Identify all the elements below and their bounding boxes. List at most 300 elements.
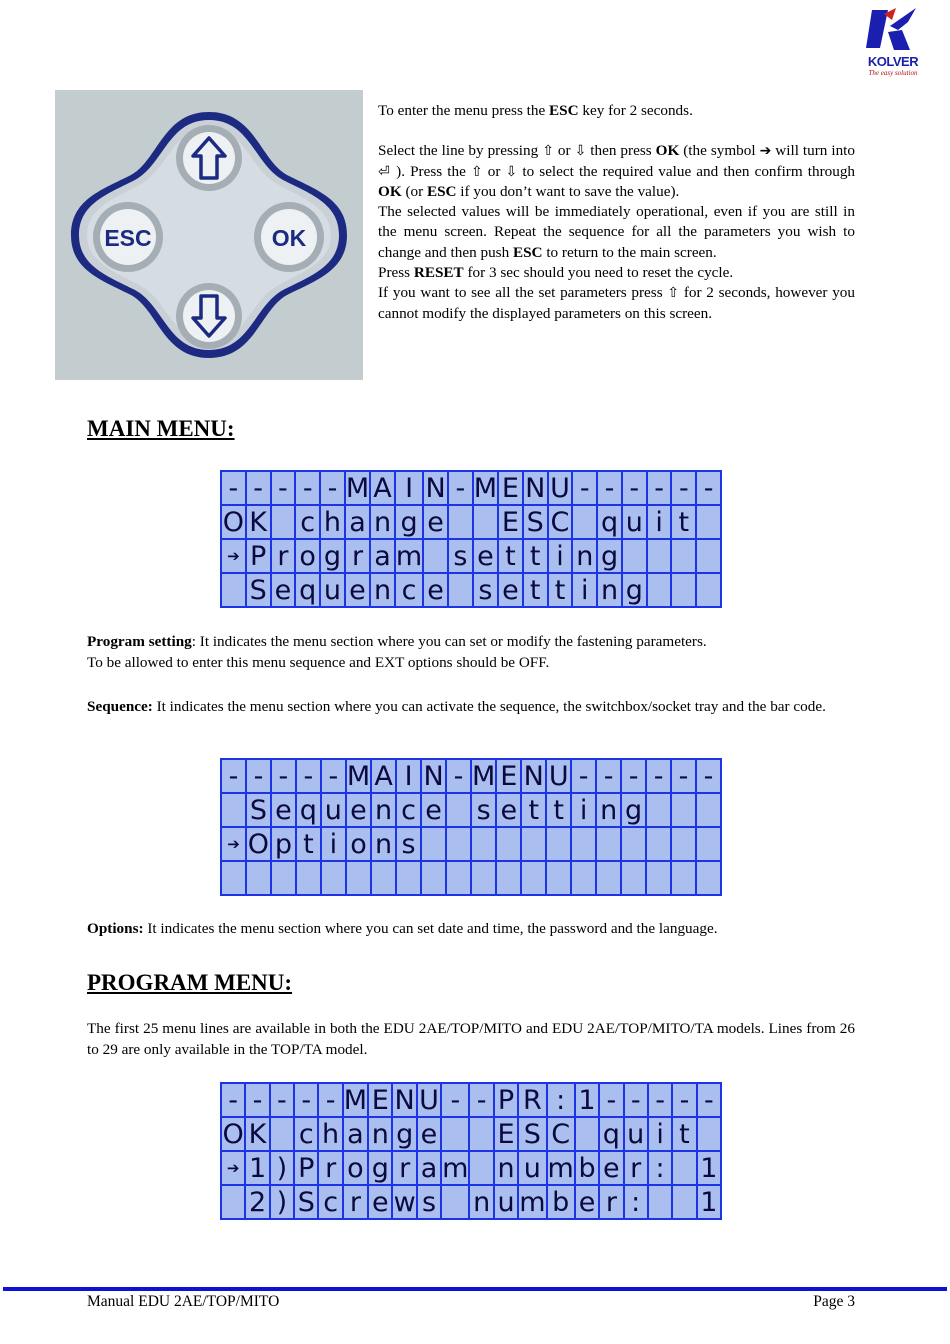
lcd-cell: ): [271, 1186, 293, 1218]
lcd-cell: [647, 828, 670, 860]
lcd-cell: [449, 506, 472, 538]
lcd-cell: [470, 1152, 492, 1184]
text: Select the line by pressing: [378, 142, 543, 160]
lcd-cell: N: [394, 1084, 415, 1116]
lcd-cell: n: [573, 540, 596, 572]
lcd-cell: r: [393, 1152, 415, 1184]
lcd-cell: h: [321, 506, 344, 538]
lcd-cell: u: [495, 1186, 517, 1218]
lcd-cell: [247, 862, 270, 894]
lcd-cell: o: [344, 1152, 367, 1184]
text: Press: [378, 264, 414, 282]
lcd-cell: e: [474, 540, 497, 572]
lcd-cell: e: [600, 1152, 622, 1184]
lcd-cell: n: [495, 1152, 517, 1184]
text: : It indicates the menu section where you can set or modify the fastening parameters.: [191, 633, 707, 650]
lcd-cell: [572, 828, 595, 860]
lcd-cell: b: [576, 1152, 598, 1184]
lcd-cell: q: [297, 794, 320, 826]
program-menu-desc: The first 25 menu lines are available in both the EDU 2AE/TOP/MITO and EDU 2AE/TOP/MITO/TA models. Lines from 26 to 29 are only available in the TOP/TA model.: [87, 1020, 855, 1058]
lcd-cell: [698, 1118, 720, 1150]
lcd-cell: t: [673, 1118, 695, 1150]
lcd-screen-main-menu-options: [220, 758, 722, 896]
lcd-cell: e: [499, 574, 522, 606]
lcd-cell: S: [295, 1186, 317, 1218]
lcd-cell: a: [418, 1152, 440, 1184]
lcd-cell: [422, 828, 445, 860]
lcd-cell: -: [572, 760, 595, 792]
intro-p5: [378, 283, 855, 324]
lcd-cell: c: [396, 574, 422, 606]
lcd-cell: -: [296, 472, 319, 504]
lcd-cell: -: [697, 760, 720, 792]
lcd-cell: S: [519, 1118, 545, 1150]
up-arrow-icon: ⇧: [470, 163, 483, 180]
lcd-cell: e: [497, 794, 520, 826]
lcd-cell: [672, 540, 695, 572]
lcd-cell: n: [470, 1186, 492, 1218]
lcd-cell: u: [623, 506, 646, 538]
options-term: Options:: [87, 920, 144, 937]
lcd-cell: c: [295, 1118, 317, 1150]
footer-rule: [3, 1287, 947, 1291]
lcd-cell: E: [499, 506, 522, 538]
esc-key-ref: ESC: [426, 182, 457, 200]
kolver-k-mark-icon: [858, 6, 928, 56]
lcd-cell: U: [419, 1084, 439, 1116]
lcd-cell: N: [525, 472, 546, 504]
lcd-cell: [474, 506, 497, 538]
lcd-cell: i: [573, 574, 596, 606]
lcd-cell: U: [550, 472, 570, 504]
lcd-cell: [447, 862, 470, 894]
intro-p2: [378, 141, 855, 202]
lcd-cell: -: [271, 1084, 293, 1116]
lcd-cell: [470, 1118, 492, 1150]
lcd-cell: t: [522, 794, 545, 826]
lcd-cell: [447, 794, 470, 826]
lcd-cell: [576, 1118, 598, 1150]
lcd-cell: [547, 862, 570, 894]
lcd-cell: e: [272, 574, 295, 606]
lcd-cell: [672, 828, 695, 860]
lcd-cell: o: [296, 540, 319, 572]
lcd-cell: -: [698, 1084, 720, 1116]
lcd-cell: -: [222, 472, 245, 504]
lcd-cell: [372, 862, 395, 894]
lcd-cell: [522, 862, 545, 894]
lcd-cell: e: [272, 794, 295, 826]
lcd-cell: ➔: [222, 540, 245, 572]
lcd-cell: m: [519, 1186, 546, 1218]
lcd-cell: [649, 1186, 671, 1218]
lcd-cell: -: [672, 472, 695, 504]
lcd-cell: -: [319, 1084, 341, 1116]
lcd-cell: M: [346, 760, 371, 792]
lcd-cell: ➔: [222, 1152, 244, 1184]
text: for 3 sec should you need to reset the cycle.: [463, 264, 734, 282]
lcd-cell: [622, 862, 645, 894]
lcd-cell: u: [321, 574, 344, 606]
lcd-cell: -: [672, 760, 695, 792]
lcd-cell: g: [623, 574, 646, 606]
lcd-cell: t: [547, 794, 570, 826]
text: or: [553, 142, 575, 160]
lcd-cell: [497, 862, 520, 894]
lcd-cell: [648, 574, 671, 606]
lcd-cell: e: [424, 574, 447, 606]
text: or: [482, 162, 506, 180]
lcd-cell: E: [499, 472, 522, 504]
lcd-cell: -: [449, 472, 472, 504]
lcd-cell: U: [548, 760, 569, 792]
lcd-cell: [271, 1118, 293, 1150]
lcd-cell: u: [625, 1118, 647, 1150]
lcd-cell: r: [346, 540, 369, 572]
lcd-cell: r: [272, 540, 295, 572]
lcd-cell: -: [598, 472, 621, 504]
lcd-cell: -: [625, 1084, 647, 1116]
keypad-photo: [55, 90, 363, 380]
reset-key-ref: RESET: [413, 264, 464, 282]
lcd-cell: i: [649, 1118, 671, 1150]
lcd-cell: -: [623, 472, 646, 504]
lcd-cell: S: [524, 506, 547, 538]
lcd-cell: [673, 1152, 695, 1184]
lcd-cell: M: [343, 1084, 368, 1116]
lcd-cell: E: [495, 1118, 517, 1150]
lcd-cell: E: [369, 1084, 391, 1116]
esc-key-label: ESC: [104, 225, 152, 251]
lcd-cell: [697, 794, 720, 826]
lcd-cell: :: [649, 1152, 671, 1184]
lcd-cell: [697, 862, 720, 894]
lcd-cell: [547, 828, 570, 860]
lcd-cell: ➔: [222, 828, 245, 860]
lcd-cell: a: [371, 540, 394, 572]
lcd-cell: -: [247, 472, 270, 504]
lcd-cell: -: [697, 472, 720, 504]
lcd-cell: i: [322, 828, 345, 860]
logo-tagline: The easy solution: [868, 69, 918, 77]
lcd-cell: [573, 506, 596, 538]
text: ). Press the: [391, 162, 471, 180]
lcd-cell: [442, 1186, 468, 1218]
lcd-cell: [222, 862, 245, 894]
lcd-cell: -: [442, 1084, 468, 1116]
lcd-cell: [472, 862, 495, 894]
lcd-cell: -: [321, 472, 344, 504]
lcd-cell: [397, 862, 420, 894]
edit-mode-icon: ⏎: [378, 163, 392, 180]
sequence-desc: [87, 697, 855, 718]
lcd-cell: -: [297, 760, 320, 792]
intro-p1: [378, 101, 855, 121]
lcd-cell: n: [598, 574, 621, 606]
lcd-cell: g: [393, 1118, 415, 1150]
lcd-cell: C: [548, 1118, 574, 1150]
text: if you don’t want to save the value).: [456, 182, 680, 200]
lcd-cell: -: [295, 1084, 317, 1116]
lcd-cell: I: [396, 472, 422, 504]
lcd-cell: [597, 828, 620, 860]
options-desc: [87, 919, 855, 940]
lcd-cell: a: [346, 506, 369, 538]
esc-key: [93, 202, 163, 272]
lcd-cell: S: [247, 574, 270, 606]
lcd-cell: A: [371, 472, 394, 504]
lcd-cell: e: [418, 1118, 440, 1150]
lcd-cell: [522, 828, 545, 860]
program-menu-heading: PROGRAM MENU:: [87, 970, 293, 995]
lcd-cell: -: [470, 1084, 492, 1116]
lcd-cell: -: [600, 1084, 622, 1116]
intro-text: [378, 101, 855, 324]
lcd-cell: t: [499, 540, 522, 572]
kolver-logo: [858, 6, 928, 78]
lcd-cell: 1: [576, 1084, 598, 1116]
text: (or: [401, 182, 427, 200]
lcd-cell: w: [393, 1186, 416, 1218]
lcd-cell: n: [371, 506, 394, 538]
lcd-cell: K: [246, 1118, 268, 1150]
intro-p3: [378, 202, 855, 263]
lcd-cell: r: [319, 1152, 341, 1184]
lcd-cell: n: [372, 794, 395, 826]
lcd-cell: m: [442, 1152, 469, 1184]
lcd-cell: [672, 794, 695, 826]
lcd-cell: t: [524, 540, 547, 572]
lcd-cell: K: [247, 506, 270, 538]
ok-key-ref: OK: [655, 142, 680, 160]
lcd-cell: R: [519, 1084, 545, 1116]
lcd-cell: O: [222, 1118, 244, 1150]
main-menu-heading: MAIN MENU:: [87, 416, 235, 441]
lcd-cell: t: [672, 506, 695, 538]
text: to select the required value and then confirm through: [517, 162, 856, 180]
lcd-cell: m: [395, 540, 423, 572]
lcd-cell: u: [322, 794, 345, 826]
lcd-cell: n: [369, 1118, 391, 1150]
lcd-cell: -: [272, 760, 295, 792]
lcd-cell: N: [425, 472, 446, 504]
lcd-cell: s: [474, 574, 497, 606]
lcd-cell: [622, 828, 645, 860]
lcd-cell: i: [572, 794, 595, 826]
lcd-cell: e: [347, 794, 370, 826]
lcd-cell: [424, 540, 447, 572]
lcd-cell: 1: [698, 1152, 720, 1184]
lcd-cell: -: [246, 1084, 268, 1116]
lcd-cell: S: [247, 794, 270, 826]
lcd-cell: :: [548, 1084, 574, 1116]
intro-p4: [378, 263, 855, 283]
lcd-cell: e: [576, 1186, 598, 1218]
lcd-cell: t: [297, 828, 320, 860]
lcd-cell: h: [319, 1118, 341, 1150]
lcd-cell: [347, 862, 370, 894]
lcd-cell: n: [597, 794, 620, 826]
lcd-cell: P: [295, 1152, 317, 1184]
lcd-cell: b: [548, 1186, 574, 1218]
lcd-cell: [697, 506, 720, 538]
down-arrow-icon: ⇩: [574, 143, 587, 160]
lcd-cell: [672, 862, 695, 894]
lcd-cell: q: [296, 574, 319, 606]
lcd-cell: c: [397, 794, 420, 826]
lcd-cell: [322, 862, 345, 894]
down-arrow-key-icon: [176, 283, 242, 349]
lcd-cell: c: [319, 1186, 341, 1218]
lcd-cell: n: [371, 574, 394, 606]
lcd-cell: p: [272, 828, 295, 860]
lcd-cell: -: [622, 760, 645, 792]
lcd-cell: [647, 862, 670, 894]
lcd-cell: t: [524, 574, 547, 606]
footer-page-number: Page 3: [813, 1293, 855, 1310]
lcd-cell: :: [625, 1186, 647, 1218]
up-arrow-icon: ⇧: [667, 285, 680, 302]
text: key for 2 seconds.: [578, 102, 693, 119]
lcd-cell: -: [247, 760, 270, 792]
text: It indicates the menu section where you can activate the sequence, the switchbox/socket tray and the bar code.: [152, 698, 826, 715]
lcd-cell: [647, 794, 670, 826]
lcd-cell: M: [472, 760, 496, 792]
text: To enter the menu press the: [378, 102, 550, 119]
lcd-cell: i: [549, 540, 572, 572]
lcd-cell: g: [369, 1152, 391, 1184]
lcd-cell: E: [497, 760, 520, 792]
text: If you want to see all the set parameters press: [378, 284, 668, 302]
lcd-cell: g: [321, 540, 344, 572]
lcd-cell: [447, 828, 470, 860]
lcd-cell: i: [648, 506, 671, 538]
lcd-cell: -: [222, 1084, 244, 1116]
lcd-cell: s: [449, 540, 472, 572]
lcd-cell: M: [473, 472, 498, 504]
lcd-cell: e: [422, 794, 445, 826]
lcd-cell: [672, 574, 695, 606]
lcd-cell: r: [625, 1152, 647, 1184]
lcd-cell: 1: [246, 1152, 268, 1184]
lcd-cell: [442, 1118, 468, 1150]
lcd-cell: N: [523, 760, 544, 792]
lcd-cell: O: [247, 828, 270, 860]
logo-brand: KOLVER: [867, 54, 919, 69]
lcd-cell: P: [247, 540, 270, 572]
lcd-cell: [673, 1186, 695, 1218]
lcd-cell: [472, 828, 495, 860]
text: It indicates the menu section where you can set date and time, the password and the language.: [143, 920, 718, 937]
lcd-cell: q: [598, 506, 621, 538]
lcd-cell: P: [495, 1084, 517, 1116]
lcd-cell: o: [347, 828, 370, 860]
lcd-cell: I: [397, 760, 420, 792]
lcd-cell: r: [344, 1186, 367, 1218]
lcd-cell: g: [622, 794, 645, 826]
footer-manual-title: Manual EDU 2AE/TOP/MITO: [87, 1293, 280, 1310]
lcd-cell: a: [344, 1118, 367, 1150]
text: for 2 seconds, however you cannot modify the displayed parameters on this screen.: [378, 284, 855, 322]
lcd-cell: N: [423, 760, 444, 792]
lcd-cell: n: [372, 828, 395, 860]
program-setting-desc: [87, 632, 855, 673]
lcd-cell: [449, 574, 472, 606]
esc-key-ref: ESC: [549, 102, 579, 119]
lcd-cell: A: [372, 760, 395, 792]
down-arrow-icon: ⇩: [505, 163, 518, 180]
lcd-cell: [697, 540, 720, 572]
lcd-cell: [497, 828, 520, 860]
lcd-cell: O: [222, 506, 245, 538]
sequence-term: Sequence:: [87, 698, 153, 715]
text: To be allowed to enter this menu sequence and EXT options should be OFF.: [87, 653, 550, 671]
lcd-cell: u: [519, 1152, 545, 1184]
lcd-cell: c: [296, 506, 319, 538]
lcd-cell: g: [396, 506, 422, 538]
text: then press: [586, 142, 656, 160]
lcd-cell: -: [322, 760, 345, 792]
esc-key-ref: ESC: [512, 243, 543, 261]
lcd-cell: M: [345, 472, 370, 504]
lcd-cell: t: [549, 574, 572, 606]
lcd-cell: -: [647, 760, 670, 792]
up-arrow-key-icon: [176, 125, 242, 191]
lcd-cell: [597, 862, 620, 894]
lcd-screen-main-menu: [220, 470, 722, 608]
lcd-cell: e: [346, 574, 369, 606]
lcd-cell: [222, 1186, 244, 1218]
lcd-cell: q: [600, 1118, 622, 1150]
lcd-cell: [697, 574, 720, 606]
lcd-cell: ): [271, 1152, 293, 1184]
lcd-cell: -: [673, 1084, 695, 1116]
text: to return to the main screen.: [542, 243, 717, 261]
lcd-cell: [272, 862, 295, 894]
lcd-cell: [697, 828, 720, 860]
lcd-cell: -: [222, 760, 245, 792]
lcd-cell: [623, 540, 646, 572]
lcd-cell: [222, 794, 245, 826]
lcd-cell: C: [550, 506, 570, 538]
ok-key-ref: OK: [378, 182, 402, 200]
lcd-cell: -: [649, 1084, 671, 1116]
lcd-cell: -: [573, 472, 596, 504]
ok-key-label: OK: [271, 225, 307, 251]
lcd-cell: s: [472, 794, 495, 826]
lcd-cell: s: [397, 828, 420, 860]
lcd-cell: [272, 506, 295, 538]
selection-arrow-icon: ➔: [759, 143, 772, 160]
lcd-cell: 1: [698, 1186, 720, 1218]
lcd-cell: -: [447, 760, 470, 792]
ok-key: [254, 202, 324, 272]
program-setting-term: Program setting: [87, 633, 192, 650]
lcd-cell: s: [418, 1186, 440, 1218]
lcd-cell: e: [369, 1186, 391, 1218]
lcd-cell: [422, 862, 445, 894]
lcd-cell: m: [547, 1152, 574, 1184]
lcd-cell: r: [600, 1186, 622, 1218]
lcd-cell: [648, 540, 671, 572]
lcd-cell: -: [597, 760, 620, 792]
lcd-cell: [572, 862, 595, 894]
lcd-cell: [297, 862, 320, 894]
lcd-cell: -: [272, 472, 295, 504]
lcd-cell: 2: [246, 1186, 268, 1218]
lcd-cell: [222, 574, 245, 606]
text: The selected values will be immediately operational, even if you are still in the menu screen. Repeat the sequence for all the parameters you wish to change and then push: [378, 203, 855, 261]
